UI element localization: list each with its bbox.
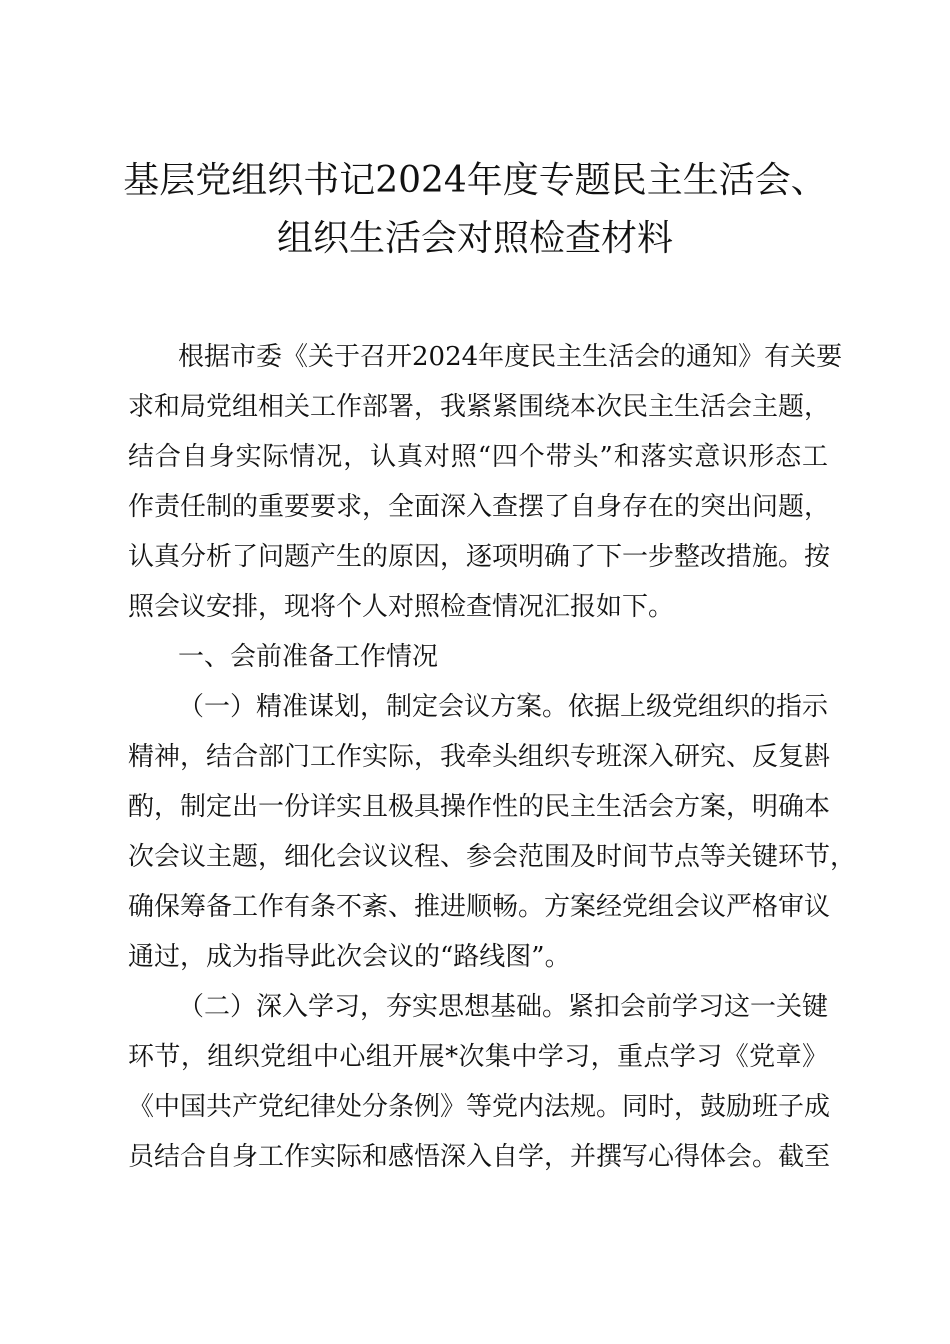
paragraph-line: 员结合自身工作实际和感悟深入自学，并撰写心得体会。截至 bbox=[128, 1142, 831, 1172]
paragraph-line: 酌，制定出一份详实且极具操作性的民主生活会方案，明确本 bbox=[128, 792, 831, 822]
paragraph-line: 精神，结合部门工作实际，我牵头组织专班深入研究、反复斟 bbox=[128, 742, 831, 772]
document-title-line-2: 组织生活会对照检查材料 bbox=[276, 218, 673, 259]
paragraph-line: 《中国共产党纪律处分条例》等党内法规。同时，鼓励班子成 bbox=[128, 1092, 831, 1122]
paragraph-line: 通过，成为指导此次会议的“路线图”。 bbox=[128, 942, 571, 972]
paragraph-line: 作责任制的重要要求，全面深入查摆了自身存在的突出问题， bbox=[128, 492, 831, 522]
document-title-line-1: 基层党组织书记2024年度专题民主生活会、 bbox=[123, 160, 827, 201]
paragraph-line: 次会议主题，细化会议议程、参会范围及时间节点等关键环节， bbox=[128, 842, 857, 872]
paragraph-line: 确保筹备工作有条不紊、推进顺畅。方案经党组会议严格审议 bbox=[128, 892, 831, 922]
paragraph-line: 照会议安排，现将个人对照检查情况汇报如下。 bbox=[128, 592, 675, 622]
paragraph-line: 环节，组织党组中心组开展*次集中学习，重点学习《党章》 bbox=[128, 1042, 828, 1072]
paragraph-line: （二）深入学习，夯实思想基础。紧扣会前学习这一关键 bbox=[178, 992, 829, 1022]
paragraph-line: （一）精准谋划，制定会议方案。依据上级党组织的指示 bbox=[178, 692, 829, 722]
paragraph-line: 认真分析了问题产生的原因，逐项明确了下一步整改措施。按 bbox=[128, 542, 831, 572]
section-heading: 一、会前准备工作情况 bbox=[178, 642, 439, 672]
paragraph-line: 求和局党组相关工作部署，我紧紧围绕本次民主生活会主题， bbox=[128, 392, 831, 422]
paragraph-line: 根据市委《关于召开2024年度民主生活会的通知》有关要 bbox=[178, 342, 843, 372]
paragraph-line: 结合自身实际情况，认真对照“四个带头”和落实意识形态工 bbox=[128, 442, 828, 472]
